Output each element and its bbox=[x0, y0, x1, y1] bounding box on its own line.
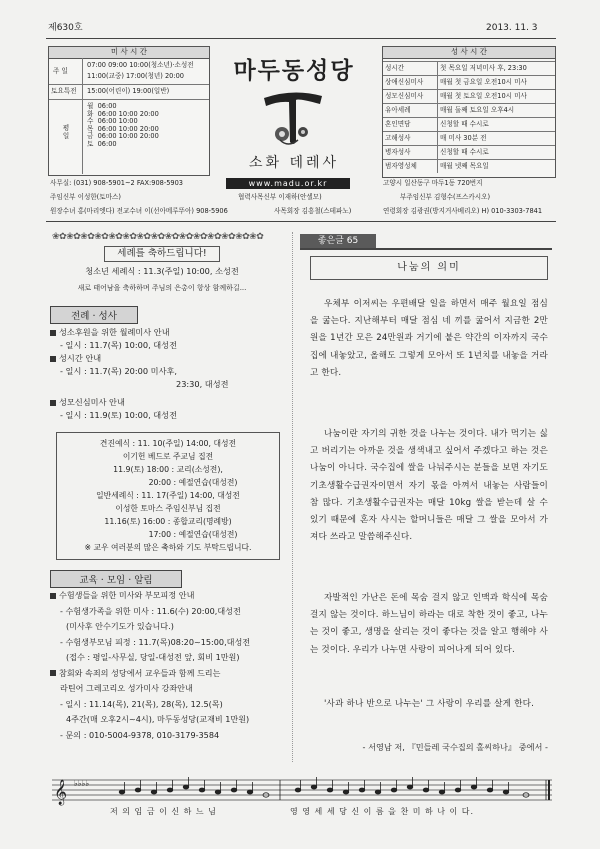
congrats-line-1: 청소년 세례식 : 11.3(주일) 10:00, 소성전 bbox=[85, 266, 239, 276]
table-row: 병자성사 신청할 때 수시로 bbox=[383, 146, 555, 160]
liturgy-list bbox=[50, 326, 282, 422]
checkbox-icon bbox=[50, 400, 56, 406]
article-paragraph-4: '사과 하나 반으로 나누는' 그 사랑이 우리를 살게 한다. bbox=[324, 699, 535, 709]
weekday-row: 목 06:00 10:00 20:00 bbox=[87, 124, 159, 133]
saturday-times: 15:00(어린이) 19:00(일반) bbox=[87, 87, 170, 95]
contact-rule bbox=[46, 221, 556, 222]
music-staff-icon bbox=[52, 772, 552, 808]
weekday-row: 월 06:00 bbox=[87, 102, 117, 110]
parish-name: 마두동성당 bbox=[233, 58, 355, 84]
table-row: 성시간 첫 목요일 저녁미사 후, 23:30 bbox=[383, 62, 555, 76]
article-paragraph-1: 우체부 이저씨는 우편배달 일을 하면서 매주 월요일 점심을 굶는다. 지난해부터 매달 점심 네 끼를 굶어서 지금한 2만원을 1년간 모은 24만원과 거기에 붙은 약간의 이자까지 국수집에 내놓았고, 올해도 그렇게 모아서 또 1년치를 내놓을 거라고 한다. bbox=[310, 299, 548, 378]
office-phone: 사무실: (031) 908-5901~2 FAX:908-5903 bbox=[50, 179, 183, 187]
mass-times-title: 미 사 시 간 bbox=[49, 47, 209, 59]
flower-border-decoration: ❀✿❀✿❀✿❀✿❀✿❀✿❀✿❀✿❀✿❀✿❀✿❀✿❀✿❀✿❀✿ bbox=[52, 232, 264, 242]
list-item-detail: - 일시 : 11.9(토) 10:00, 대성전 bbox=[60, 410, 177, 420]
checkbox-icon bbox=[50, 356, 56, 362]
parish-address: 고양시 일산동구 마두1동 720번지 bbox=[383, 179, 483, 187]
list-item: 성소후원을 위한 월례미사 안내 bbox=[50, 326, 282, 339]
education-section-title: 교육 · 모임 · 알림 bbox=[50, 570, 182, 588]
pastor-info: 주임신부 이성한(토마스) bbox=[50, 193, 121, 201]
svg-text:♭♭♭♭: ♭♭♭♭ bbox=[74, 779, 90, 788]
issue-date: 2013. 11. 3 bbox=[486, 23, 538, 33]
table-row: 범자영성체 매월 넷째 목요일 bbox=[383, 160, 555, 174]
sacrament-times-box bbox=[382, 46, 556, 178]
weekday-label: 평 일 bbox=[62, 124, 70, 140]
sunday-label: 주 일 bbox=[53, 67, 68, 75]
cross-flower-logo-icon bbox=[258, 84, 328, 150]
list-item: 참회와 속죄의 성당에서 교우들과 함께 드리는 bbox=[50, 666, 290, 682]
sacrament-times-title: 성 사 시 간 bbox=[383, 47, 555, 59]
table-row: 혼인면담 신청할 때 수시로 bbox=[383, 118, 555, 132]
website-link[interactable]: www.madu.or.kr bbox=[226, 178, 350, 189]
table-row: 상애신심미사 매월 첫 금요일 오전10시 미사 bbox=[383, 76, 555, 90]
funeral-association: 연령회장 김광권(방지거사베리오) H) 010-3303-7841 bbox=[383, 207, 543, 215]
checkbox-icon bbox=[50, 670, 56, 676]
council-president: 사목회장 김흥철(스테파노) bbox=[274, 207, 352, 215]
vice-pastor-info: 부주임신부 김형수(프스카시오) bbox=[400, 193, 491, 201]
weekday-list bbox=[87, 103, 159, 148]
list-item-detail: 23:30, 대성전 bbox=[176, 379, 229, 389]
header-rule bbox=[46, 38, 556, 39]
nun-info: 원장수녀 홍(마리엣다) 전교수녀 이(선아메루뚜아) 908-5906 bbox=[50, 207, 228, 215]
checkbox-icon bbox=[50, 593, 56, 599]
column-divider bbox=[292, 232, 293, 762]
checkbox-icon bbox=[50, 330, 56, 336]
list-item-detail: - 일시 : 11.7(목) 20:00 미사후, bbox=[60, 366, 177, 376]
liturgy-section-title: 전례 · 성사 bbox=[50, 306, 138, 324]
weekday-row: 토 06:00 bbox=[87, 139, 117, 148]
lyrics-right: 영 영 세 세 당 신 이 름 을 찬 미 하 나 이 다. bbox=[290, 807, 475, 816]
table-row: 성모신심미사 매월 첫 토요일 오전10시 미사 bbox=[383, 90, 555, 104]
education-list: 수험생들을 위한 미사와 부모피정 안내 - 수험생가족을 위한 미사 : 11.6(수) 20:00,대성전 (미사후 안수기도가 있습니다.) - 수험생부모님 피정 : 11.7(목)08:20~15:00,대성전 (접수 : 평일-사무실, 당일-대성전 앞, 회비 1만원) 참회와 속죄의 성당에서 교우들과 함께 드리는 라틴어 그레고리오 성가미사 강좌안내 - 일시 : 11.14(목), 21(목), 28(목), 12.5(목) 4주간(매 오후2시~4시), 마두동성당(교재비 1만원) - 문의 : 010-5004-9378, 010-3179-3584 bbox=[50, 588, 290, 743]
list-item: 성시간 안내 bbox=[50, 352, 282, 365]
table-row: 고해성사 매 미사 30분 전 bbox=[383, 132, 555, 146]
list-item: 수험생들을 위한 미사와 부모피정 안내 bbox=[50, 588, 290, 604]
schedule-lines: 견진예식 : 11. 10(주일) 14:00, 대성전 이기헌 베드로 주교님 집전 11.9(토) 18:00 : 교리(소성전), 20:00 : 예절연습(대성전) 일반세례식 : 11. 17(주일) 14:00, 대성전 이성한 토마스 주임신부님 집전 11.16(토) 16:00 : 종합교리(명례방) 17:00 : 예절연습(대성전) ※ 교우 여러분의 많은 축하와 기도 부탁드립니다. bbox=[84, 439, 252, 552]
svg-text:𝄞: 𝄞 bbox=[54, 780, 68, 805]
sunday-times-1: 07:00 09:00 10:00(청소년)·소성전 bbox=[87, 61, 194, 69]
saturday-label: 토요특전 bbox=[51, 87, 77, 95]
sacrament-schedule-box bbox=[56, 432, 280, 560]
weekday-row: 화 06:00 10:00 20:00 bbox=[87, 109, 159, 118]
sacrament-table bbox=[383, 61, 555, 173]
list-item-detail: - 일시 : 11.7(목) 10:00, 대성전 bbox=[60, 340, 177, 350]
assist-pastor-info: 협력사목신부 이재하(안셀모) bbox=[238, 193, 322, 201]
article-tag: 좋은글 65 bbox=[300, 234, 376, 248]
parish-subname: 소화 데레사 bbox=[248, 155, 340, 171]
weekday-row: 수 06:00 10:00 bbox=[87, 117, 138, 126]
article-title: 나눔의 의미 bbox=[310, 256, 548, 280]
article-paragraph-2: 나눔이란 자기의 귀한 것을 나누는 것이다. 내가 먹기는 싫고 버리기는 아까운 것을 생색내고 싶어서 주겠다고 하는 것은 나눔이 아니다. 국수집에 쌀을 나눠주시는 분들을 보면 자기도 기초생활수급권자이면서 자기 몫을 아껴서 내놓는 사람들이 참 많다. 기초생활수급권자는 매달 10kg 쌀을 받는데 살 수 있기 때문에 혼자 사시는 할머니들은 매달 그 쌀을 모아서 가져다 쓰라고 말씀해주신다. bbox=[310, 429, 548, 543]
congrats-line-2: 새로 태어남을 축하하며 주님의 은총이 항상 함께하길... bbox=[77, 284, 247, 292]
sunday-times-2: 11:00(교중) 17:00(청년) 20:00 bbox=[87, 72, 184, 80]
article-source: - 서영남 저, 『민들레 국수집의 홀씨하나』 중에서 - bbox=[362, 742, 548, 752]
mass-times-box bbox=[48, 46, 210, 176]
issue-number: 제630호 bbox=[48, 23, 83, 33]
list-item: 성모신심미사 안내 bbox=[50, 396, 282, 409]
congrats-title: 세례를 축하드립니다! bbox=[104, 246, 220, 262]
weekday-row: 금 06:00 10:00 20:00 bbox=[87, 132, 159, 141]
article-paragraph-3: 자발적인 가난은 돈에 목숨 걸지 않고 인맥과 학식에 목숨 걸지 않는 것이다. 하느님이 하라는 대로 착한 것이 좋고, 나누는 것이 좋고, 생명을 살리는 것이 좋다는 것을 알고 행해야 사는 것이다. 우리가 나누면 사랑이 피어나게 되어 있다. bbox=[310, 593, 548, 655]
table-row: 유아세례 매월 둘째 토요일 오후4시 bbox=[383, 104, 555, 118]
lyrics-left: 저 의 임 금 이 신 하 느 님 bbox=[110, 807, 217, 816]
